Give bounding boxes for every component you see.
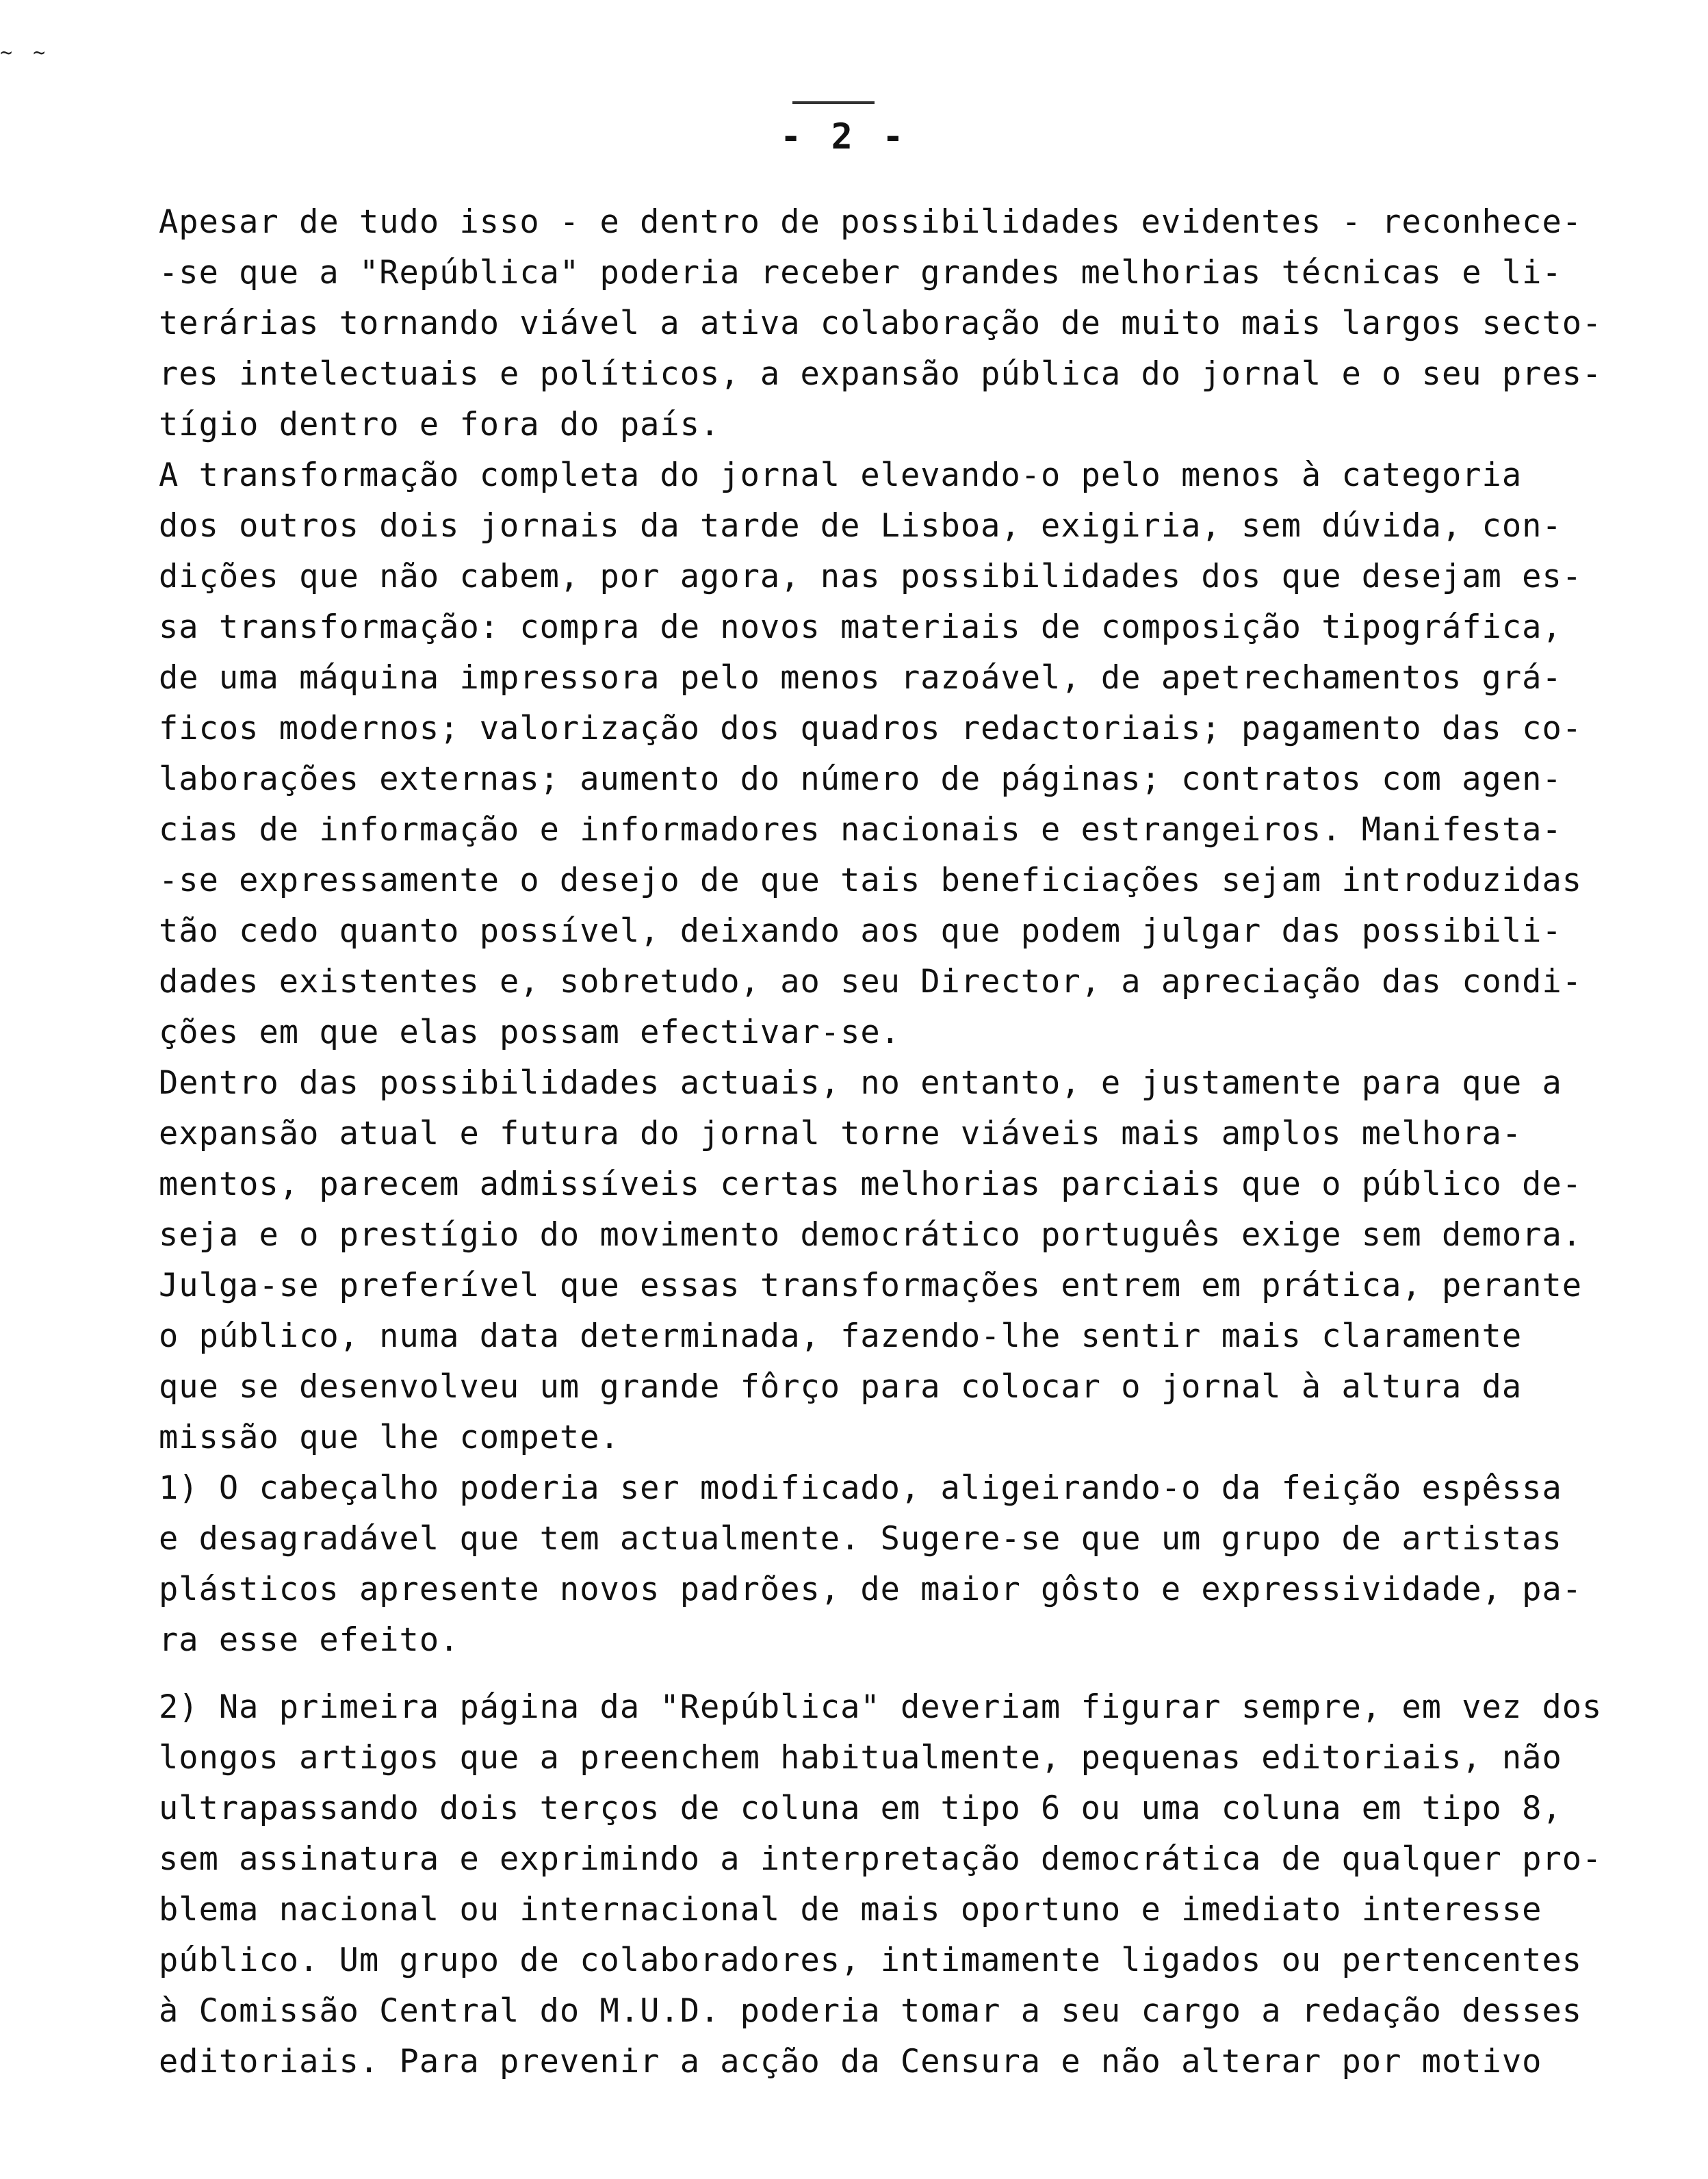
text-line: ultrapassando dois terços de coluna em tipo 6 ou uma coluna em tipo 8, <box>159 1790 1562 1827</box>
text-line: Apesar de tudo isso - e dentro de possibilidades evidentes - reconhece- <box>159 203 1583 241</box>
text-line: missão que lhe compete. <box>159 1419 620 1456</box>
document-body <box>159 197 1671 2087</box>
text-line: tígio dentro e fora do país. <box>159 406 721 443</box>
text-line: cias de informação e informadores nacionais e estrangeiros. Manifesta- <box>159 811 1562 849</box>
text-line: dições que não cabem, por agora, nas possibilidades dos que desejam es- <box>159 558 1583 595</box>
text-line: terárias tornando viável a ativa colaboração de muito mais largos secto- <box>159 305 1603 342</box>
text-line: ficos modernos; valorização dos quadros redactoriais; pagamento das co- <box>159 710 1583 747</box>
text-line: editoriais. Para prevenir a acção da Censura e não alterar por motivo <box>159 2043 1542 2080</box>
text-line: 2) Na primeira página da "República" deveriam figurar sempre, em vez dos <box>159 1688 1603 1726</box>
text-line: dos outros dois jornais da tarde de Lisboa, exigiria, sem dúvida, con- <box>159 507 1562 545</box>
text-line: Dentro das possibilidades actuais, no entanto, e justamente para que a <box>159 1064 1562 1102</box>
text-line: sa transformação: compra de novos materiais de composição tipográfica, <box>159 608 1562 646</box>
text-line: tão cedo quanto possível, deixando aos que podem julgar das possibili- <box>159 912 1562 950</box>
text-line: sem assinatura e exprimindo a interpretação democrática de qualquer pro- <box>159 1840 1603 1878</box>
text-line: 1) O cabeçalho poderia ser modificado, aligeirando-o da feição espêssa <box>159 1469 1562 1507</box>
text-line: seja e o prestígio do movimento democrático português exige sem demora. <box>159 1216 1583 1254</box>
text-line: à Comissão Central do M.U.D. poderia tomar a seu cargo a redação desses <box>159 1992 1583 2030</box>
text-line: Julga-se preferível que essas transformações entrem em prática, perante <box>159 1267 1583 1304</box>
text-line: público. Um grupo de colaboradores, intimamente ligados ou pertencentes <box>159 1942 1583 1979</box>
text-line: plásticos apresente novos padrões, de maior gôsto e expressividade, pa- <box>159 1571 1583 1608</box>
text-line: dades existentes e, sobretudo, ao seu Director, a apreciação das condi- <box>159 963 1583 1001</box>
text-line: mentos, parecem admissíveis certas melhorias parciais que o público de- <box>159 1165 1583 1203</box>
text-line: que se desenvolveu um grande fôrço para colocar o jornal à altura da <box>159 1368 1523 1406</box>
corner-mark: ~ ~ <box>0 41 50 65</box>
text-line: laborações externas; aumento do número de páginas; contratos com agen- <box>159 760 1562 798</box>
page-number: - 2 - <box>780 116 908 157</box>
text-line: ções em que elas possam efectivar-se. <box>159 1014 901 1051</box>
text-line: o público, numa data determinada, fazendo-lhe sentir mais claramente <box>159 1317 1523 1355</box>
text-line: ra esse efeito. <box>159 1621 460 1659</box>
text-line: A transformação completa do jornal elevando-o pelo menos à categoria <box>159 456 1523 494</box>
text-line: e desagradável que tem actualmente. Sugere-se que um grupo de artistas <box>159 1520 1562 1558</box>
paragraph-gap <box>159 1666 1671 1682</box>
text-line: longos artigos que a preenchem habitualmente, pequenas editoriais, não <box>159 1739 1562 1777</box>
text-line: de uma máquina impressora pelo menos razoável, de apetrechamentos grá- <box>159 659 1562 697</box>
text-line: blema nacional ou internacional de mais oportuno e imediato interesse <box>159 1891 1542 1929</box>
text-line: res intelectuais e políticos, a expansão pública do jornal e o seu pres- <box>159 355 1603 393</box>
text-line: expansão atual e futura do jornal torne viáveis mais amplos melhora- <box>159 1115 1523 1152</box>
text-line: -se expressamente o desejo de que tais beneficiações sejam introduzidas <box>159 862 1583 899</box>
text-line: -se que a "República" poderia receber grandes melhorias técnicas e li- <box>159 254 1562 292</box>
